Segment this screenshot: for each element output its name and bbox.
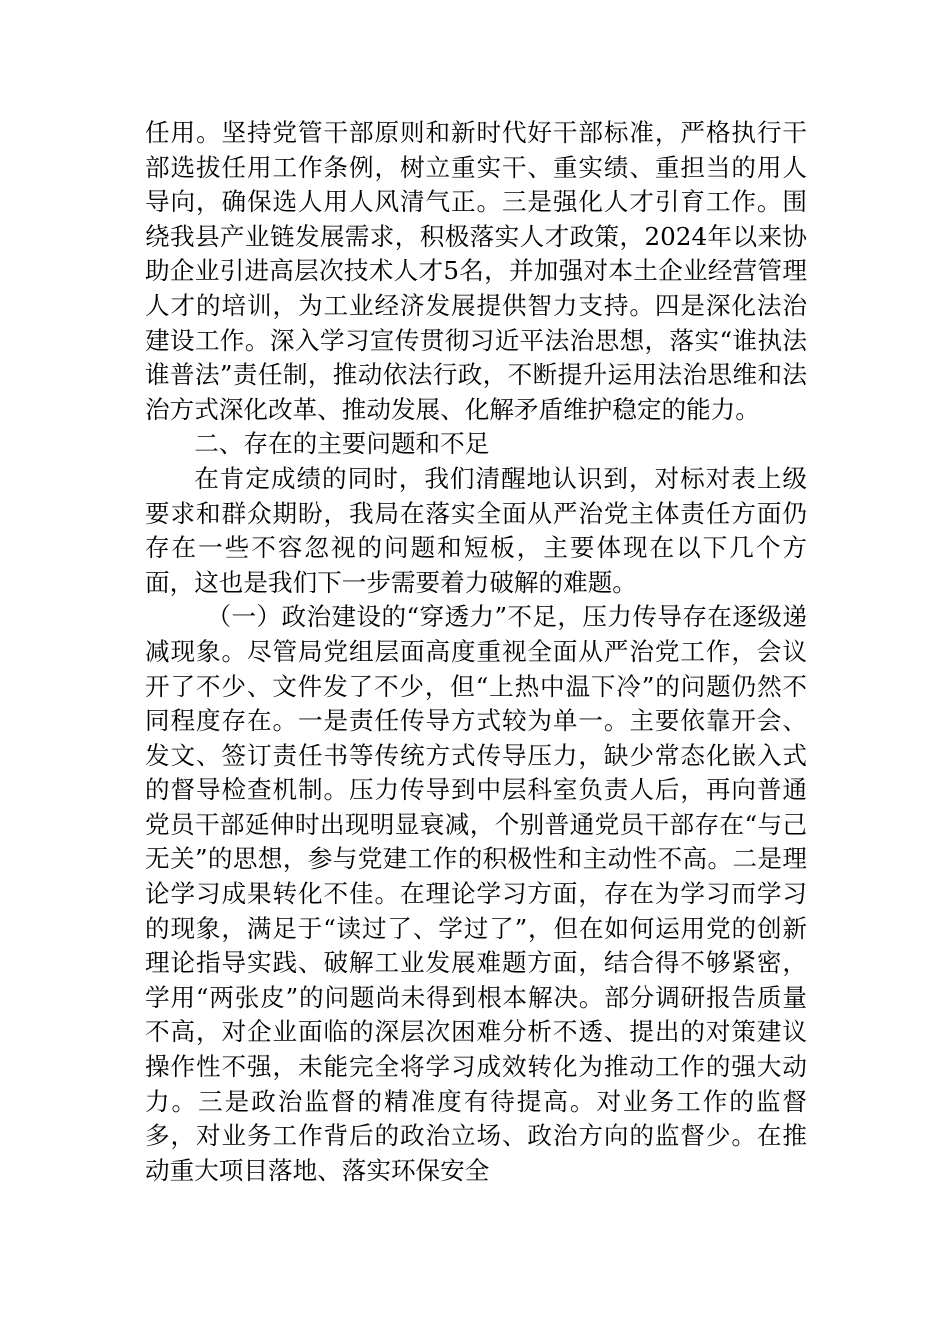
document-page <box>145 116 807 1188</box>
paragraph-continuation: 任用。坚持党管干部原则和新时代好干部标准，严格执行干部选拔任用工作条例，树立重实干、重实绩、重担当的用人导向，确保选人用人风清气正。三是强化人才引育工作。围绕我县产业链发展需求，积极落实人才政策，2024年以来协助企业引进高层次技术人才5名，并加强对本土企业经营管理人才的培训，为工业经济发展提供智力支持。四是深化法治建设工作。深入学习宣传贯彻习近平法治思想，落实“谁执法谁普法”责任制，推动依法行政，不断提升运用法治思维和法治方式深化改革、推动发展、化解矛盾维护稳定的能力。 <box>145 118 807 424</box>
paragraph-subheading: （一）政治建设的“穿透力”不足，压力传导存在逐级递减现象。尽管局党组层面高度重视全面从严治党工作，会议开了不少、文件发了不少，但“上热中温下冷”的问题仍然不同程度存在。一是责任传导方式较为单一。主要依靠开会、发文、签订责任书等传统方式传导压力，缺少常态化嵌入式的督导检查机制。压力传导到中层科室负责人后，再向普通党员干部延伸时出现明显衰减，个别普通党员干部存在“与己无关”的思想，参与党建工作的积极性和主动性不高。二是理论学习成果转化不佳。在理论学习方面，存在为学习而学习的现象，满足于“读过了、学过了”，但在如何运用党的创新理论指导实践、破解工业发展难题方面，结合得不够紧密，学用“两张皮”的问题尚未得到根本解决。部分调研报告质量不高，对企业面临的深层次困难分析不透、提出的对策建议操作性不强，未能完全将学习成效转化为推动工作的强大动力。三是政治监督的精准度有待提高。对业务工作的监督多，对业务工作背后的政治立场、政治方向的监督少。在推动重大项目落地、落实环保安全 <box>145 602 807 1185</box>
paragraph-body: 在肯定成绩的同时，我们清醒地认识到，对标对表上级要求和群众期盼，我局在落实全面从严治党主体责任方面仍存在一些不容忽视的问题和短板，主要体现在以下几个方面，这也是我们下一步需要着力破解的难题。 <box>145 463 807 597</box>
section-heading: 二、存在的主要问题和不足 <box>194 429 490 459</box>
